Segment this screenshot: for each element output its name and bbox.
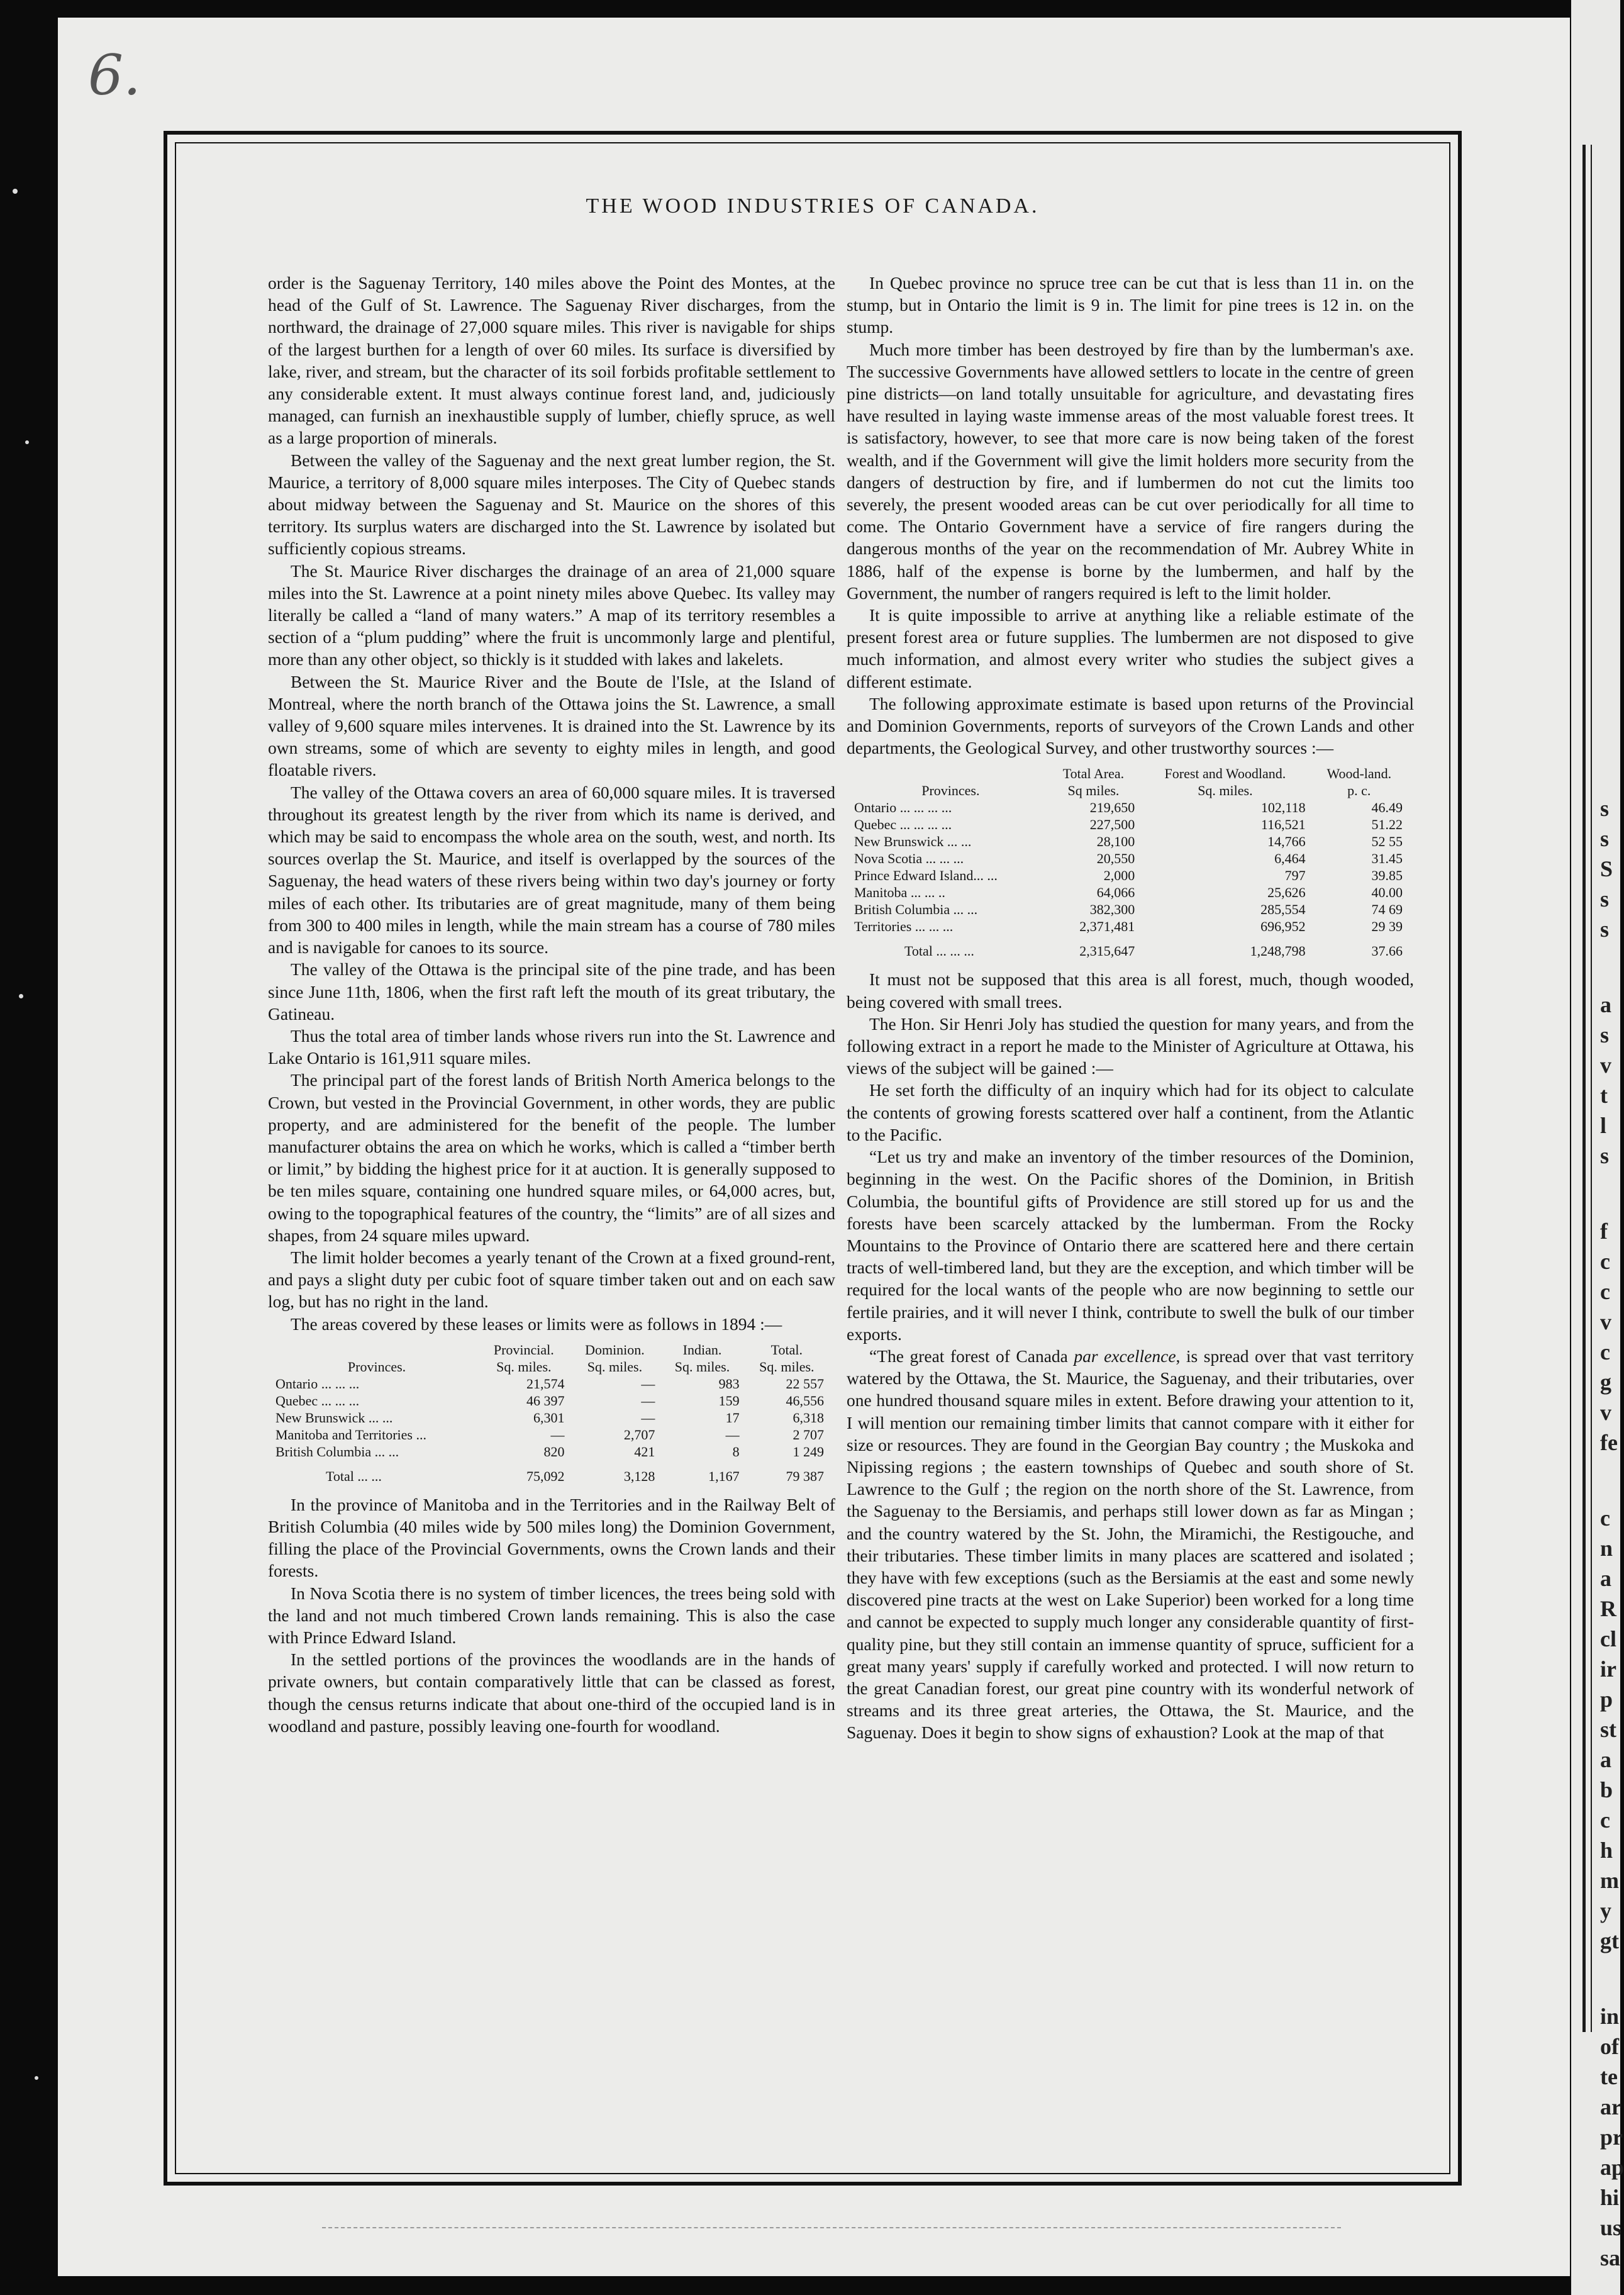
- adjacent-page-letter: c: [1600, 1339, 1610, 1365]
- table-row: [275, 1426, 829, 1443]
- cell: —: [641, 1392, 655, 1409]
- cell: 64,066: [1096, 885, 1135, 901]
- adjacent-page-letter: c: [1600, 1505, 1610, 1531]
- cell: British Columbia ... ...: [854, 902, 978, 918]
- cell: 8: [732, 1443, 740, 1460]
- left-paragraph: Between the St. Maurice River and the Boute de l'Isle, at the Island of Montreal, where the north branch of the Ottawa joins the St. Lawrence, a small valley of 9,600 square miles intervenes. It is drained into the St. Lawrence by its own streams, some of which are seventy to eighty miles in length, and good floatable rivers.: [268, 671, 835, 780]
- adjacent-page-letter: h: [1600, 1838, 1613, 1863]
- adjacent-page-letter: a: [1600, 1566, 1611, 1591]
- cell: 2,000: [1103, 868, 1135, 884]
- scan-speck: [25, 440, 29, 444]
- cell: 696,952: [1260, 919, 1306, 935]
- page-number: 6.: [88, 43, 141, 108]
- cell: 421: [634, 1443, 655, 1460]
- table-total-row: [854, 935, 1408, 959]
- left-paragraph: In the settled portions of the provinces the woodlands are in the hands of private owners, but contain comparatively little that can be classed as forest, though the census returns indicate that about one-third of the occupied land is in woodland and pasture, possibly leaving one-fourth for woodland.: [268, 1650, 835, 1736]
- adjacent-page-letter: m: [1600, 1868, 1619, 1893]
- col-header: Provinces.: [347, 1358, 406, 1375]
- table-row: [275, 1392, 829, 1409]
- cell: Territories ... ... ...: [854, 919, 954, 935]
- col-header: Total. Sq. miles.: [759, 1341, 815, 1375]
- adjacent-page-letter: f: [1600, 1219, 1608, 1244]
- right-paragraph: “The great forest of Canada par excellence, is spread over that vast territory watered by the Ottawa, the St. Maurice, the Saguenay, and their tributaries, over one hundred thousand square miles in extent. Before drawing your attention to it, I will mention our remaining timber limits that cannot compare with it either for size or resources. They are found in the Georgian Bay country ; the Muskoka and Nipissing regions ; the eastern townships of Quebec and south shore of St. Lawrence to the Gulf ; the region on the north shore of the St. Lawrence, from the Saguenay to the Bersiamis, and perhaps still lower down as far as Mingan ; and the country watered by the St. John, the Miramichi, the Restigouche, and their tributaries. These timber limits in many places are scattered and isolated ; they have with few exceptions (such as the Bersiamis at the east and some newly discovered pine tracts at the west on Lake Superior) been worked for a long time and cannot be expected to supply much longer any considerable quantity of first-quality pine, but they still contain an immense quantity of spruce, sufficient for a great many years' supply if carefully worked and protected. I will now return to the great Canadian forest, our great pine country with its wonderful network of streams and its three great arteries, the Ottawa, the St. Maurice, and the Saguenay. Does it begin to show signs of exhaustion? Look at the map of that: [847, 1346, 1414, 1743]
- adjacent-page-letter: v: [1600, 1400, 1611, 1425]
- cell: 74 69: [1371, 902, 1403, 918]
- cell: —: [725, 1426, 740, 1443]
- adjacent-page-letter: st: [1600, 1717, 1616, 1742]
- adjacent-page-letter: s: [1600, 917, 1610, 942]
- cell: 39.85: [1371, 868, 1403, 884]
- adjacent-page-letter: R: [1600, 1596, 1616, 1621]
- adjacent-page-border: [1582, 145, 1592, 2032]
- table-row: [275, 1409, 829, 1426]
- cell: Quebec ... ... ... ...: [854, 817, 952, 833]
- cell: 29 39: [1371, 919, 1403, 935]
- adjacent-page-letter: a: [1600, 1747, 1611, 1772]
- adjacent-page-letter: c: [1600, 1249, 1610, 1274]
- cell: 79 387: [786, 1468, 824, 1484]
- adjacent-page-letter: s: [1600, 796, 1610, 821]
- left-paragraph: The St. Maurice River discharges the drainage of an area of 21,000 square miles into the St. Lawrence at a point ninety miles above Quebec. Its valley may literally be called a “land of many waters.” A map of its territory resembles a section of a “plum pudding” where the fruit is uncommonly large and plentiful, more than any other object, so thickly is it studded with lakes and lakelets.: [268, 561, 835, 669]
- cell: 983: [718, 1375, 740, 1392]
- scan-speck: [13, 189, 18, 194]
- col-header: Total Area. Sq miles.: [1062, 766, 1125, 799]
- cell: 1 249: [793, 1443, 824, 1460]
- adjacent-page-letter: s: [1600, 1143, 1610, 1168]
- scanned-page: [58, 18, 1570, 2276]
- cell: 382,300: [1089, 902, 1135, 918]
- adjacent-page-letter: l: [1600, 1113, 1607, 1138]
- adjacent-page-letter: of: [1600, 2034, 1619, 2059]
- right-column: [847, 272, 1414, 1744]
- cell: 46.49: [1371, 800, 1403, 816]
- adjacent-page-letter: n: [1600, 1536, 1613, 1561]
- cell: 1,167: [708, 1468, 740, 1484]
- adjacent-page-letter: a: [1600, 992, 1611, 1017]
- scan-scratch-line: [322, 2227, 1341, 2232]
- cell: 102,118: [1260, 800, 1306, 816]
- running-head: THE WOOD INDUSTRIES OF CANADA.: [586, 194, 1040, 218]
- adjacent-page-letter: ar: [1600, 2094, 1621, 2119]
- adjacent-page-letter: g: [1600, 1370, 1611, 1395]
- table-row: [854, 799, 1408, 816]
- cell: 797: [1284, 868, 1306, 884]
- forest-estimate-table: [854, 765, 1408, 959]
- left-paragraph: In the province of Manitoba and in the Territories and in the Railway Belt of British Columbia (40 miles wide by 500 miles long) the Dominion Government, filling the place of the Provincial Governments, owns the Crown lands and their forests.: [268, 1494, 835, 1581]
- cell: 820: [543, 1443, 565, 1460]
- limits-area-table: [275, 1341, 829, 1485]
- table-row: [854, 816, 1408, 833]
- adjacent-page-letter: te: [1600, 2064, 1618, 2089]
- adjacent-page-letter: pr: [1600, 2125, 1623, 2150]
- table-row: [854, 833, 1408, 850]
- adjacent-page-letter: cl: [1600, 1626, 1616, 1651]
- cell: 40.00: [1371, 885, 1403, 901]
- right-paragraph: It is quite impossible to arrive at anything like a reliable estimate of the present forest area or future supplies. The lumbermen are not disposed to give much information, and almost every writer who studies the subject gives a different estimate.: [847, 605, 1414, 691]
- adjacent-page-edge: [1571, 0, 1624, 2295]
- cell: 2,371,481: [1079, 919, 1135, 935]
- cell: 31.45: [1371, 851, 1403, 867]
- cell: —: [550, 1426, 565, 1443]
- adjacent-page-letter: S: [1600, 856, 1613, 881]
- table-header-row: [275, 1341, 829, 1375]
- table-row: [854, 918, 1408, 935]
- col-header: Dominion. Sq. miles.: [585, 1341, 645, 1375]
- cell: 37.66: [1371, 943, 1403, 959]
- cell: British Columbia ... ...: [275, 1443, 399, 1460]
- cell: Ontario ... ... ...: [275, 1375, 360, 1392]
- right-paragraph: The Hon. Sir Henri Joly has studied the question for many years, and from the following extract in a report he made to the Minister of Agriculture at Ottawa, his views of the subject will be gained :—: [847, 1013, 1414, 1078]
- cell: New Brunswick ... ...: [275, 1409, 393, 1426]
- cell: 6,318: [793, 1409, 824, 1426]
- table-row: [854, 850, 1408, 867]
- scan-speck: [19, 994, 23, 998]
- adjacent-page-letter: c: [1600, 1279, 1610, 1304]
- adjacent-page-letter: v: [1600, 1053, 1611, 1078]
- cell: 51.22: [1371, 817, 1403, 833]
- table-row: [275, 1375, 829, 1392]
- col-header: Wood-land. p. c.: [1326, 766, 1392, 799]
- cell: 20,550: [1096, 851, 1135, 867]
- italic-phrase: par excellence: [1074, 1346, 1176, 1366]
- cell: 14,766: [1267, 834, 1306, 850]
- left-paragraph: The valley of the Ottawa covers an area of 60,000 square miles. It is traversed throughout its greatest length by the river from which its name is derived, and which may be said to encompass the whole area on the south, west, and north. Its sources overlap the St. Maurice, and itself is overlapped by the sources of the Saguenay, the head waters of these rivers being within two day's journey or forty miles of each other. Its tributaries are of great magnitude, many of them being from 300 to 400 miles in length, while the main stream has a course of 780 miles and is navigable for canoes to its source.: [268, 782, 835, 958]
- col-header: Provincial. Sq. miles.: [493, 1341, 554, 1375]
- adjacent-page-letter: s: [1600, 886, 1610, 912]
- table-row: [854, 901, 1408, 918]
- cell: 52 55: [1371, 834, 1403, 850]
- cell: 46,556: [786, 1392, 824, 1409]
- cell: 46 397: [526, 1392, 565, 1409]
- adjacent-page-letter: us: [1600, 2215, 1622, 2240]
- cell: Nova Scotia ... ... ...: [854, 851, 964, 867]
- cell: Total ... ... ...: [904, 943, 974, 959]
- adjacent-page-letter: fe: [1600, 1430, 1618, 1455]
- cell: 2,707: [623, 1426, 655, 1443]
- table-row: [854, 884, 1408, 901]
- cell: 1,248,798: [1250, 943, 1306, 959]
- cell: 21,574: [526, 1375, 565, 1392]
- scan-speck: [35, 2076, 38, 2080]
- left-paragraph: order is the Saguenay Territory, 140 miles above the Point des Montes, at the head of the Gulf of St. Lawrence. The Saguenay River discharges, from the northward, the drainage of 27,000 square miles. This river is navigable for ships of the largest burthen for a length of over 60 miles. Its surface is diversified by lake, river, and stream, but the character of its soil forbids profitable settlement to any considerable extent. It must always continue forest land, and, judiciously managed, can furnish an inexhaustible supply of lumber, chiefly spruce, as well as a large proportion of minerals.: [268, 273, 835, 448]
- cell: 28,100: [1096, 834, 1135, 850]
- right-paragraph: Much more timber has been destroyed by fire than by the lumberman's axe. The successive Governments have allowed settlers to locate in the centre of green pine districts—on land totally unsuitable for agriculture, and devastating fires have resulted in laying waste immense areas of the most valuable forest trees. It is satisfactory, however, to see that more care is now being taken of the forest wealth, and if the Government will give the limit holders more security from the dangers of destruction by fire, and if lumbermen do not cut the limits too severely, the present wooded areas can be cut over periodically for all time to come. The Ontario Government have a service of fire rangers during the dangerous months of the year on the recommendation of Mr. Aubrey White in 1886, half of the expense is borne by the lumbermen, and half by the Government, the number of rangers required is left to the limit holder.: [847, 339, 1414, 603]
- left-paragraph: Thus the total area of timber lands whose rivers run into the St. Lawrence and Lake Ontario is 161,911 square miles.: [268, 1025, 835, 1068]
- cell: 227,500: [1089, 817, 1135, 833]
- right-paragraph: “Let us try and make an inventory of the timber resources of the Dominion, beginning in the west. On the Pacific shores of the Dominion, in British Columbia, the bountiful gifts of Providence are still stored up for us and the forests have been scarcely attacked by the lumberman. From the Rocky Mountains to the Province of Ontario there are scattered here and there certain tracts of well-timbered land, but they are the exception, and which timber will be required for the local wants of the people who are now beginning to settle our fertile prairies, and it will never I think, contribute to swell the bulk of our timber exports.: [847, 1147, 1414, 1344]
- left-paragraph: The limit holder becomes a yearly tenant of the Crown at a fixed ground-rent, and pays a slight duty per cubic foot of square timber taken out and on each saw log, but has no right in the land.: [268, 1247, 835, 1312]
- adjacent-page-letter: s: [1600, 1022, 1610, 1047]
- cell: 2,315,647: [1079, 943, 1135, 959]
- cell: 2 707: [793, 1426, 824, 1443]
- col-header: Forest and Woodland. Sq. miles.: [1164, 766, 1286, 799]
- cell: Manitoba and Territories ...: [275, 1426, 426, 1443]
- col-header: Provinces.: [921, 783, 980, 799]
- left-paragraph: In Nova Scotia there is no system of timber licences, the trees being sold with the land and not much timbered Crown lands remaining. This is also the case with Prince Edward Island.: [268, 1583, 835, 1647]
- left-column: [268, 272, 835, 1737]
- adjacent-page-letter: ir: [1600, 1656, 1616, 1682]
- adjacent-page-letter: p: [1600, 1687, 1613, 1712]
- adjacent-page-letter: y: [1600, 1898, 1611, 1923]
- right-paragraph: It must not be supposed that this area is all forest, much, though wooded, being covered with small trees.: [847, 969, 1414, 1012]
- left-paragraph: The principal part of the forest lands of British North America belongs to the Crown, but vested in the Provincial Government, in other words, they are public property, and are administered for the benefit of the people. The lumber manufacturer obtains the area on which he works, which is called a “timber berth or limit,” by bidding the highest price for it at auction. It is generally supposed to be ten miles square, containing one hundred square miles, or 64,000 acres, but, owing to the topographical features of the country, the “limits” are of all sizes and shapes, from 24 square miles upward.: [268, 1070, 835, 1245]
- cell: 25,626: [1267, 885, 1306, 901]
- cell: 22 557: [786, 1375, 824, 1392]
- right-paragraph: In Quebec province no spruce tree can be cut that is less than 11 in. on the stump, but in Ontario the limit is 9 in. The limit for pine trees is 12 in. on the stump.: [847, 273, 1414, 337]
- adjacent-page-letter: ap: [1600, 2155, 1624, 2180]
- col-header: Indian. Sq. miles.: [674, 1341, 730, 1375]
- cell: Quebec ... ... ...: [275, 1392, 360, 1409]
- adjacent-page-letter: in: [1600, 2004, 1620, 2029]
- right-paragraph: He set forth the difficulty of an inquiry which had for its object to calculate the contents of growing forests scattered over half a continent, from the Atlantic to the Pacific.: [847, 1080, 1414, 1144]
- right-paragraph: The following approximate estimate is based upon returns of the Provincial and Dominion Governments, reports of surveyors of the Crown Lands and other departments, the Geological Survey, and other trustworthy sources :—: [847, 693, 1414, 758]
- cell: 116,521: [1260, 817, 1306, 833]
- cell: New Brunswick ... ...: [854, 834, 972, 850]
- adjacent-page-letter: c: [1600, 1807, 1610, 1833]
- left-paragraph: The valley of the Ottawa is the principal site of the pine trade, and has been since June 11th, 1806, when the first raft left the mouth of its great tributary, the Gatineau.: [268, 959, 835, 1024]
- cell: 3,128: [623, 1468, 655, 1484]
- cell: Prince Edward Island... ...: [854, 868, 998, 884]
- table-total-row: [275, 1460, 829, 1485]
- adjacent-page-letter: gt: [1600, 1928, 1619, 1953]
- cell: Total ... ...: [326, 1468, 382, 1484]
- cell: 219,650: [1089, 800, 1135, 816]
- cell: —: [641, 1375, 655, 1392]
- cell: 6,301: [533, 1409, 565, 1426]
- cell: Ontario ... ... ... ...: [854, 800, 952, 816]
- cell: 159: [718, 1392, 740, 1409]
- cell: Manitoba ... ... ..: [854, 885, 945, 901]
- table-header-row: [854, 765, 1408, 799]
- adjacent-page-letter: s: [1600, 826, 1610, 851]
- left-paragraph: The areas covered by these leases or limits were as follows in 1894 :—: [291, 1314, 782, 1334]
- cell: 75,092: [526, 1468, 565, 1484]
- cell: 6,464: [1274, 851, 1306, 867]
- adjacent-page-letter: hi: [1600, 2185, 1620, 2210]
- cell: 285,554: [1260, 902, 1306, 918]
- adjacent-page-letter: v: [1600, 1309, 1611, 1334]
- left-paragraph: Between the valley of the Saguenay and the next great lumber region, the St. Maurice, a territory of 8,000 square miles interposes. The City of Quebec stands about midway between the Saguenay and St. Maurice on the shores of this territory. Its surplus waters are discharged into the St. Lawrence by isolated but sufficiently copious streams.: [268, 450, 835, 559]
- cell: —: [641, 1409, 655, 1426]
- adjacent-page-letter: t: [1600, 1083, 1608, 1108]
- table-row: [854, 867, 1408, 884]
- table-row: [275, 1443, 829, 1460]
- cell: 17: [725, 1409, 740, 1426]
- adjacent-page-letter: b: [1600, 1777, 1613, 1802]
- page-border-frame: [164, 131, 1462, 2186]
- adjacent-page-letter: sa: [1600, 2245, 1621, 2270]
